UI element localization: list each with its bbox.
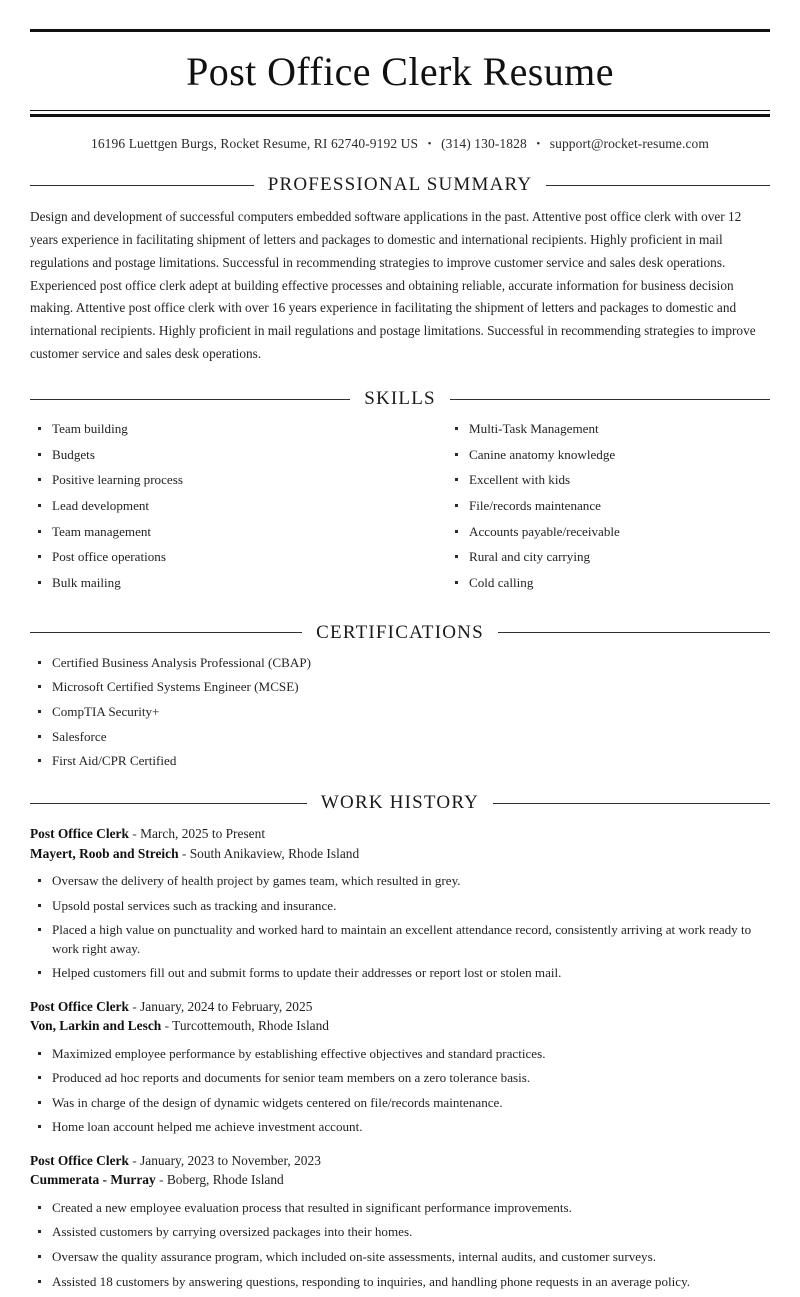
skills-column-right: [400, 420, 770, 600]
section-heading-work-history: [30, 792, 770, 814]
job-dates: January, 2024 to February, 2025: [140, 998, 313, 1014]
job-location: South Anikaview, Rhode Island: [189, 845, 360, 861]
section-title: WORK HISTORY: [320, 792, 480, 814]
section-work-history: [30, 792, 770, 1291]
resume-page: [0, 29, 800, 1291]
job-bullet-list: [30, 1045, 770, 1137]
job-separator: -: [128, 998, 141, 1014]
job-separator: -: [128, 1153, 141, 1169]
job-bullet-item: Maximized employee performance by establishing effective objectives and standard practices.: [30, 1045, 770, 1064]
summary-text: Design and development of successful computers embedded software applications in the past. Attentive post office clerk with over 12 years experience in facilitating shipment of letters and packages to domestic and international recipients. Highly proficient in mail regulations and postage limitations. Successful in recommending strategies to improve customer service and sales desk operations. Experienced post office clerk adept at building effective processes and obtaining reliable, accurate information for business decision making. Attentive post office clerk with over 16 years experience in facilitating the shipment of letters and packages to domestic and international recipients. Highly proficient in mail regulations and postage limitations. Successful in recommending strategies to improve customer service and sales desk operations.: [30, 209, 756, 362]
contact-email: support@rocket-resume.com: [549, 136, 710, 151]
bullet-separator-icon: •: [427, 138, 432, 150]
job-bullet-item: Assisted 18 customers by answering questions, responding to inquiries, and handling phone requests in an average policy.: [30, 1273, 770, 1292]
contact-line: [30, 136, 770, 152]
job-company-line: [30, 844, 770, 863]
section-title: SKILLS: [364, 388, 436, 410]
section-heading-professional-summary: [30, 174, 770, 196]
job-separator: -: [155, 1172, 167, 1188]
skill-item: Rural and city carrying: [447, 548, 770, 566]
job-bullet-item: Oversaw the delivery of health project by games team, which resulted in grey.: [30, 872, 770, 891]
section-certifications: [30, 622, 770, 770]
work-history-list: [30, 824, 770, 1291]
job-bullet-item: Placed a high value on punctuality and worked hard to maintain an excellent attendance record, consistently arriving at work ready to work right away.: [30, 921, 770, 958]
job-bullet-item: Produced ad hoc reports and documents for senior team members on a zero tolerance basis.: [30, 1069, 770, 1088]
heading-rule-right: [450, 399, 770, 400]
section-title: CERTIFICATIONS: [316, 621, 484, 643]
job-title: Post Office Clerk: [30, 998, 129, 1014]
job-title-line: [30, 824, 770, 843]
job-bullet-item: Upsold postal services such as tracking and insurance.: [30, 897, 770, 916]
contact-address: 16196 Luettgen Burgs, Rocket Resume, RI 62740-9192 US: [90, 136, 419, 151]
certification-item: CompTIA Security+: [30, 703, 770, 721]
section-professional-summary: [30, 174, 770, 366]
job-bullet-item: Home loan account helped me achieve investment account.: [30, 1118, 770, 1137]
skill-item: Team management: [30, 523, 400, 541]
resume-header: [30, 29, 770, 152]
certification-item: Salesforce: [30, 728, 770, 746]
heading-rule-left: [30, 399, 350, 400]
section-heading-skills: [30, 388, 770, 410]
skill-item: Excellent with kids: [447, 471, 770, 489]
header-bottom-rule: [30, 110, 770, 117]
heading-rule-right: [546, 185, 770, 186]
header-top-rule: [30, 29, 770, 32]
job-company: Cummerata - Murray: [30, 1172, 156, 1188]
job-title-line: [30, 1151, 770, 1170]
job-dates: January, 2023 to November, 2023: [140, 1153, 321, 1169]
job-bullet-item: Oversaw the quality assurance program, which included on-site assessments, internal audits, and customer surveys.: [30, 1248, 770, 1267]
skills-list-right: [447, 420, 770, 592]
skills-list-left: [30, 420, 400, 592]
bullet-separator-icon: •: [536, 138, 541, 150]
job-bullet-item: Created a new employee evaluation process that resulted in significant performance improvements.: [30, 1199, 770, 1218]
job-bullet-list: [30, 872, 770, 983]
job-company-line: [30, 1170, 770, 1189]
section-heading-certifications: [30, 622, 770, 644]
certification-item: First Aid/CPR Certified: [30, 752, 770, 770]
job-bullet-item: Was in charge of the design of dynamic widgets centered on file/records maintenance.: [30, 1094, 770, 1113]
skills-column-left: [30, 420, 400, 600]
job-company: Von, Larkin and Lesch: [30, 1018, 162, 1034]
job-company-line: [30, 1016, 770, 1035]
skill-item: Cold calling: [447, 574, 770, 592]
skill-item: Lead development: [30, 497, 400, 515]
skill-item: Canine anatomy knowledge: [447, 446, 770, 464]
certification-item: Certified Business Analysis Professional (CBAP): [30, 654, 770, 672]
job-location: Turcottemouth, Rhode Island: [172, 1018, 329, 1034]
job-dates: March, 2025 to Present: [140, 826, 266, 842]
skill-item: Positive learning process: [30, 471, 400, 489]
skill-item: Budgets: [30, 446, 400, 464]
work-history-entry: [30, 997, 770, 1137]
skill-item: Bulk mailing: [30, 574, 400, 592]
job-bullet-item: Assisted customers by carrying oversized packages into their homes.: [30, 1223, 770, 1242]
work-history-entry: [30, 1151, 770, 1291]
heading-rule-right: [493, 803, 770, 804]
skills-columns: [30, 420, 770, 600]
job-separator: -: [128, 826, 141, 842]
job-bullet-list: [30, 1199, 770, 1291]
heading-rule-right: [498, 632, 770, 633]
job-title: Post Office Clerk: [30, 826, 129, 842]
job-separator: -: [161, 1018, 173, 1034]
section-skills: [30, 388, 770, 600]
heading-rule-left: [30, 185, 254, 186]
skill-item: Multi-Task Management: [447, 420, 770, 438]
job-location: Boberg, Rhode Island: [166, 1172, 284, 1188]
section-title: PROFESSIONAL SUMMARY: [267, 174, 533, 195]
heading-rule-left: [30, 632, 302, 633]
job-title: Post Office Clerk: [30, 1153, 129, 1169]
skill-item: File/records maintenance: [447, 497, 770, 515]
job-bullet-item: Helped customers fill out and submit forms to update their addresses or report lost or stolen mail.: [30, 964, 770, 983]
work-history-entry: [30, 824, 770, 983]
job-separator: -: [178, 845, 190, 861]
job-title-line: [30, 997, 770, 1016]
page-title: Post Office Clerk Resume: [186, 49, 614, 94]
certifications-list: [30, 654, 770, 770]
heading-rule-left: [30, 803, 307, 804]
certification-item: Microsoft Certified Systems Engineer (MCSE): [30, 678, 770, 696]
contact-phone: (314) 130-1828: [441, 136, 527, 151]
skill-item: Team building: [30, 420, 400, 438]
job-company: Mayert, Roob and Streich: [30, 845, 179, 861]
skill-item: Post office operations: [30, 548, 400, 566]
skill-item: Accounts payable/receivable: [447, 523, 770, 541]
